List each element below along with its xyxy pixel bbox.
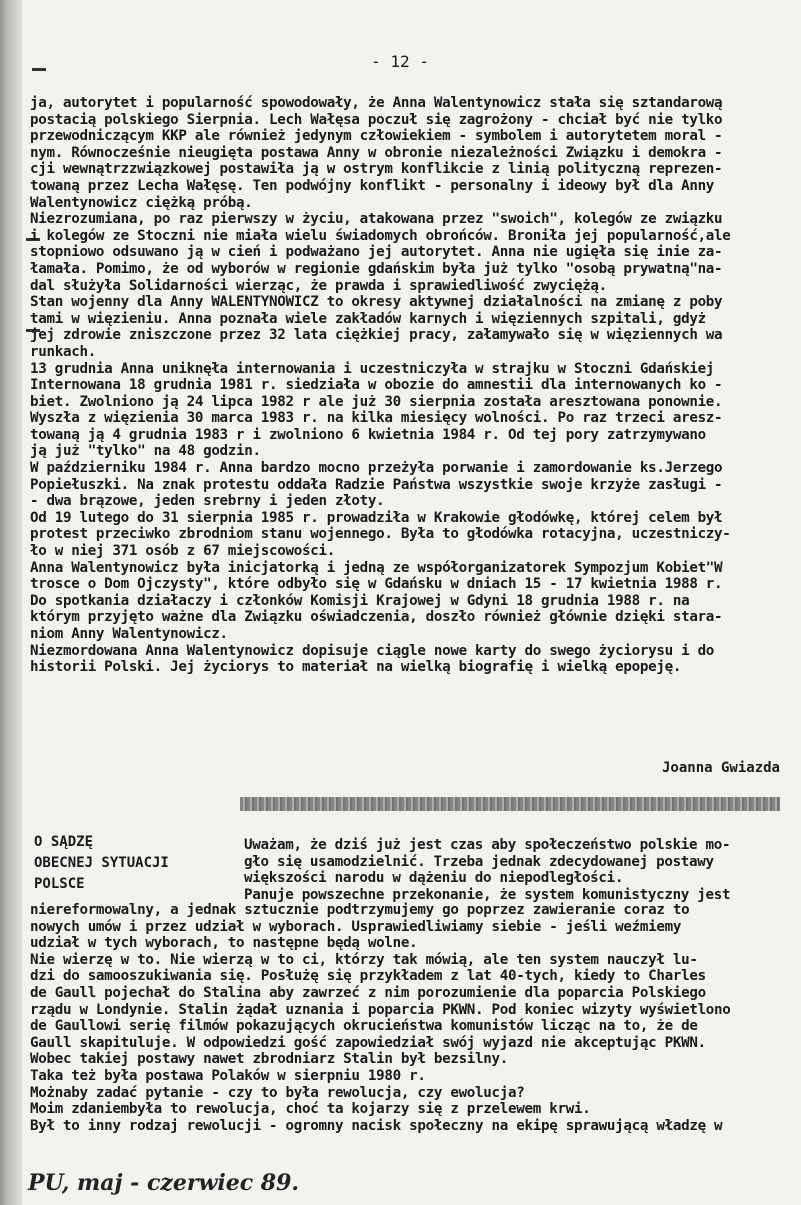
text-line: gło się usamodzielnić. Trzeba jednak zdecydowanej postawy bbox=[244, 853, 714, 870]
text-line: de Gaullowi serię filmów pokazujących okrucieństwa komunistów licząc na to, że de bbox=[30, 1018, 698, 1035]
text-line: Uważam, że dziś już jest czas aby społeczeństwo polskie mo- bbox=[244, 837, 731, 853]
text-line: runkach. bbox=[30, 343, 96, 360]
text-line: jej zdrowie zniszczone przez 32 lata ciężkiej pracy, załamywało się w więziennych wa bbox=[30, 327, 723, 344]
heading-line: O SĄDZĘ bbox=[34, 834, 94, 850]
text-line: towaną ją 4 grudnia 1983 r i zwolniono 6 kwietnia 1984 r. Od tej pory zatrzymywano bbox=[30, 426, 706, 443]
text-line: niereformowalny, a jednak sztucznie podtrzymujemy go poprzez zawieranie coraz to bbox=[30, 902, 690, 918]
text-line: Możnaby zadać pytanie - czy to była rewolucja, czy ewolucja? bbox=[30, 1084, 525, 1101]
margin-dash-mark bbox=[32, 68, 46, 71]
text-line: Do spotkania działaczy i członków Komisji Krajowej w Gdyni 18 grudnia 1988 r. na bbox=[30, 592, 690, 609]
heading-line: POLSCE bbox=[34, 876, 85, 892]
text-line: 13 grudnia Anna uniknęła internowania i uczestniczyła w strajku w Stoczni Gdańskiej bbox=[30, 360, 715, 377]
section-divider bbox=[240, 797, 780, 811]
text-line: Moim zdaniembyła to rewolucja, choć ta kojarzy się z przelewem krwi. bbox=[30, 1101, 591, 1118]
article-walentynowicz bbox=[30, 95, 782, 676]
text-line: Nie wierzę w to. Nie wierzą w to ci, którzy tak mówią, ale ten system nauczył lu- bbox=[30, 951, 698, 968]
handwritten-source-note: PU, maj - czerwiec 89. bbox=[28, 1170, 300, 1196]
text-line: de Gaull pojechał do Stalina aby zawrzeć z nim porozumienie dla poparcia Polskiego bbox=[30, 984, 706, 1001]
text-line: protest przeciwko zbrodniom stanu wojennego. Była to głodówka rotacyjna, uczestniczy- bbox=[30, 526, 731, 543]
text-line: Stan wojenny dla Anny WALENTYNOWICZ to okresy aktywnej działalności na zmianę z poby bbox=[30, 294, 723, 311]
page-number: - 12 - bbox=[371, 52, 429, 71]
text-line: przewodniczącym KKP ale również jedynym człowiekiem - symbolem i autorytetem moral - bbox=[30, 128, 723, 145]
text-line: postacią polskiego Sierpnia. Lech Wałęsa poczuł się zagrożony - chciał być nie tylko bbox=[30, 111, 723, 128]
article-current-situation bbox=[30, 902, 782, 1134]
text-line: którym przyjęto ważne dla Związku oświadczenia, doszło również głównie dzięki stara- bbox=[30, 609, 723, 626]
text-line: trosce o Dom Ojczysty", które odbyło się w Gdańsku w dniach 15 - 17 kwietnia 1988 r. bbox=[30, 576, 723, 593]
text-line: Internowana 18 grudnia 1981 r. siedziała w obozie do amnestii dla internowanych ko - bbox=[30, 377, 723, 394]
text-line: Od 19 lutego do 31 sierpnia 1985 r. prowadziła w Krakowie głodówkę, której celem był bbox=[30, 509, 723, 526]
text-line: Popiełuszki. Na znak protestu oddała Radzie Państwa wszystkie swoje krzyże zasługi - bbox=[30, 476, 723, 493]
text-line: większości narodu w dążeniu do niepodległości. bbox=[244, 870, 624, 887]
text-line: Wobec takiej postawy nawet zbrodniarz Stalin był bezsilny. bbox=[30, 1051, 509, 1068]
text-line: biet. Zwolniono ją 24 lipca 1982 r ale już 30 sierpnia została aresztowana ponownie. bbox=[30, 393, 723, 410]
text-line: dzi do samooszukiwania się. Posłużę się przykładem z lat 40-tych, kiedy to Charles bbox=[30, 968, 706, 985]
text-line: ją już "tylko" na 48 godzin. bbox=[30, 443, 261, 460]
text-line: - dwa brązowe, jeden srebrny i jeden złoty. bbox=[30, 493, 385, 510]
text-line: Niezmordowana Anna Walentynowicz dopisuje ciągle nowe karty do swego życiorysu i do bbox=[30, 642, 715, 659]
text-line: Wyszła z więzienia 30 marca 1983 r. na kilka miesięcy wolności. Po raz trzeci aresz- bbox=[30, 410, 723, 427]
heading-line: OBECNEJ SYTUACJI bbox=[34, 855, 169, 871]
scan-margin-shadow bbox=[0, 0, 22, 1205]
text-line: i kolegów ze Stoczni nie miała wielu świadomych obrońców. Broniła jej popularność,ale bbox=[30, 227, 731, 244]
text-line: Panuje powszechne przekonanie, że system komunistyczny jest bbox=[244, 886, 731, 903]
text-line: nym. Równocześnie nieugięta postawa Anny w obronie niezależności Związku i demokra - bbox=[30, 144, 723, 161]
text-line: Taka też była postawa Polaków w sierpniu 1980 r. bbox=[30, 1067, 426, 1084]
author-signature: Joanna Gwiazda bbox=[661, 760, 780, 776]
text-line: rządu w Londynie. Stalin żądał uznania i poparcia PKWN. Pod koniec wizyty wyświetlono bbox=[30, 1001, 731, 1018]
text-line: tami w więzieniu. Anna poznała wiele zakładów karnych i więziennych szpitali, gdyż bbox=[30, 310, 706, 327]
text-line: Anna Walentynowicz była inicjatorką i jedną ze współorganizatorek Sympozjum Kobiet"W bbox=[30, 559, 723, 576]
text-line: udział w tych wyborach, to następne będą wolne. bbox=[30, 935, 418, 952]
text-line: historii Polski. Jej życiorys to materiał na wielką biografię i wielką epopeję. bbox=[30, 659, 682, 676]
article-heading bbox=[34, 832, 224, 895]
text-line: dal służyła Solidarności wierząc, że prawda i sprawiedliwość zwyciężą. bbox=[30, 277, 607, 294]
text-line: niom Anny Walentynowicz. bbox=[30, 626, 228, 642]
text-line: ło w niej 371 osób z 67 miejscowości. bbox=[30, 543, 335, 560]
text-line: stopniowo odsuwano ją w cień i podważano jej autorytet. Anna nie ugięła się inie za- bbox=[30, 244, 723, 261]
text-line: ja, autorytet i popularność spowodowały, że Anna Walentynowicz stała się sztandarową bbox=[30, 95, 723, 111]
text-line: Gaull skapituluje. W odpowiedzi gość zapowiedział swój wyjazd nie akceptując PKWN. bbox=[30, 1034, 706, 1051]
article-intro bbox=[244, 837, 784, 903]
text-line: łamała. Pomimo, że od wyborów w regionie gdańskim była już tylko "osobą prywatną"na- bbox=[30, 260, 723, 277]
text-line: cji wewnątrzzwiązkowej postawiła ją w ostrym konflikcie z linią polityczną reprezen- bbox=[30, 161, 723, 178]
text-line: towaną przez Lecha Wałęsę. Ten podwójny konflikt - personalny i ideowy był dla Anny bbox=[30, 177, 715, 194]
text-line: nowych umów i przez udział w wyborach. Usprawiedliwiamy siebie - jeśli weźmiemy bbox=[30, 918, 682, 935]
text-line: Walentynowicz ciężką próbą. bbox=[30, 194, 253, 211]
text-line: W październiku 1984 r. Anna bardzo mocno przeżyła porwanie i zamordowanie ks.Jerzego bbox=[30, 460, 723, 477]
text-line: Był to inny rodzaj rewolucji - ogromny nacisk społeczny na ekipę sprawującą władzę w bbox=[30, 1117, 723, 1134]
text-line: Niezrozumiana, po raz pierwszy w życiu, atakowana przez "swoich", kolegów ze związku bbox=[30, 211, 723, 228]
